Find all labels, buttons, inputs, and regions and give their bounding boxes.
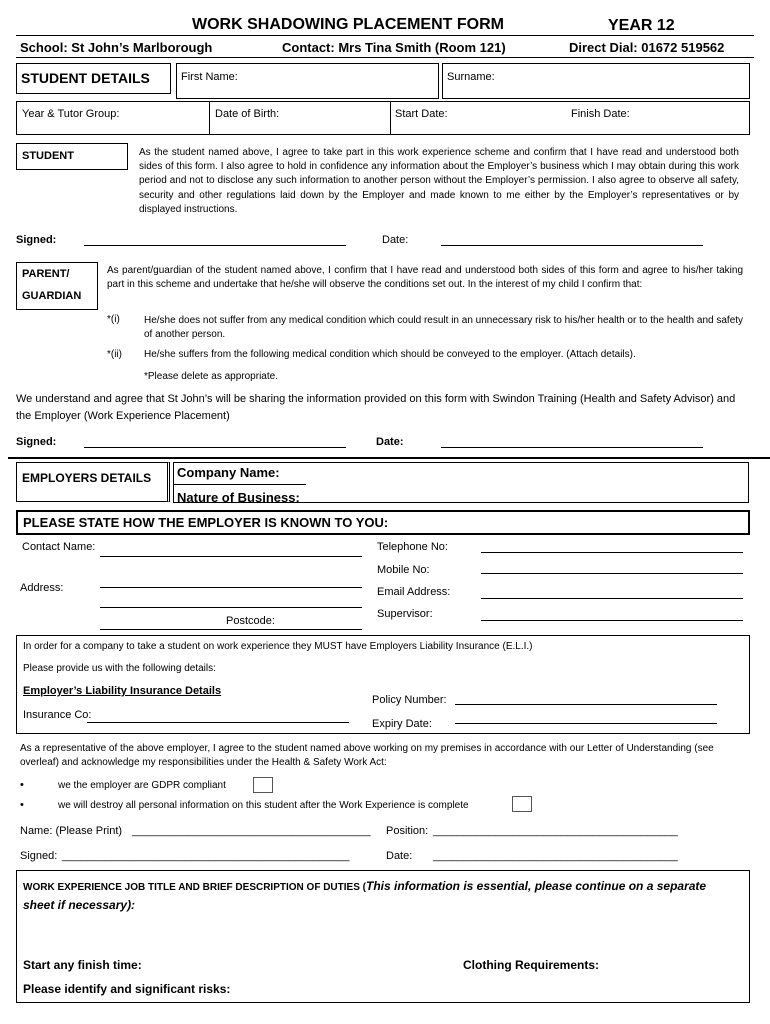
parent-signed-label: Signed: <box>16 436 57 448</box>
employer-signed-label: Signed: <box>20 850 58 862</box>
expiry-date-label: Expiry Date: <box>372 718 432 730</box>
company-name-label: Company Name: <box>177 465 280 480</box>
contact-person: Contact: Mrs Tina Smith (Room 121) <box>282 40 506 55</box>
insurance-co-label: Insurance Co: <box>23 709 92 721</box>
divider <box>390 102 391 134</box>
clothing-label: Clothing Requirements: <box>463 958 600 972</box>
supervisor-line[interactable] <box>481 620 743 621</box>
employer-known-box[interactable] <box>16 510 750 535</box>
address-label: Address: <box>20 582 64 594</box>
gdpr-checkbox[interactable] <box>253 777 273 793</box>
divider <box>174 484 306 485</box>
bullet-2-marker: • <box>20 799 24 811</box>
telephone-line[interactable] <box>481 552 743 553</box>
delete-note: *Please delete as appropriate. <box>144 371 278 382</box>
email-label: Email Address: <box>377 586 451 598</box>
job-title-italic: This information is essential, please continue on a separate sheet if necessary): <box>23 879 707 912</box>
year-label: YEAR 12 <box>608 17 675 34</box>
email-line[interactable] <box>481 598 743 599</box>
bullet-2-text: we will destroy all personal information on this student after the Work Experience is complete <box>58 800 469 811</box>
parent-label: PARENT/ <box>22 268 70 280</box>
policy-number-label: Policy Number: <box>372 694 447 706</box>
student-signed-label: Signed: <box>16 234 57 246</box>
postcode-label: Postcode: <box>226 615 275 627</box>
mobile-line[interactable] <box>481 573 743 574</box>
bullet-1-text: we the employer are GDPR compliant <box>58 780 226 791</box>
risks-label: Please identify and significant risks: <box>23 982 231 996</box>
student-details-heading-box <box>16 63 171 94</box>
insurance-heading: Employer’s Liability Insurance Details <box>23 685 222 697</box>
student-date-label: Date: <box>382 234 409 246</box>
surname-label: Surname: <box>447 71 495 83</box>
parent-date-line[interactable] <box>441 447 703 448</box>
item1-marker: *(i) <box>107 314 120 325</box>
job-title-text: WORK EXPERIENCE JOB TITLE AND BRIEF DESCRIPTION OF DUTIES ( <box>23 882 366 893</box>
start-date-label: Start Date: <box>395 108 448 120</box>
position-label: Position: <box>386 825 429 837</box>
item2-text: He/she suffers from the following medical condition which should be conveyed to the employer. (Attach details). <box>144 349 636 360</box>
divider <box>209 102 210 134</box>
employers-details-heading: EMPLOYERS DETAILS <box>22 471 152 485</box>
job-title-heading <box>23 877 738 914</box>
position-blank[interactable]: ________________________________________ <box>433 825 678 837</box>
nature-of-business-label: Nature of Business: <box>177 490 300 505</box>
item1-text: He/she does not suffer from any medical condition which could result in an unnecessary risk to his/her health or to the health and safety of another person. <box>144 315 744 341</box>
first-name-field[interactable] <box>176 63 439 99</box>
parent-signature-line[interactable] <box>84 447 346 448</box>
parent-date-label: Date: <box>376 436 404 448</box>
mobile-label: Mobile No: <box>377 564 430 576</box>
parent-consent-text: As parent/guardian of the student named above, I confirm that I have read and understood both sides of this form and agree to his/her taking part in this scheme and undertake that he/she will observe the conditions set out. In the interest of my child I confirm that: <box>107 265 743 291</box>
contact-name-line[interactable] <box>100 556 362 557</box>
address-line-2[interactable] <box>100 607 362 608</box>
sharing-text: We understand and agree that St John’s will be sharing the information provided on this form with Swindon Training (Health and Safety Advisor) and the Employer (Work Experience Placement) <box>16 393 736 422</box>
header-rule <box>16 35 754 36</box>
insurance-box <box>16 635 750 734</box>
item2-marker: *(ii) <box>107 349 122 360</box>
start-finish-label: Start any finish time: <box>23 958 142 972</box>
employer-known-heading: PLEASE STATE HOW THE EMPLOYER IS KNOWN TO YOU: <box>23 515 389 530</box>
student-date-line[interactable] <box>441 245 703 246</box>
address-line-1[interactable] <box>100 587 362 588</box>
employer-date-label: Date: <box>386 850 413 862</box>
contact-name-label: Contact Name: <box>22 541 96 553</box>
employer-agreement-text: As a representative of the above employer, I agree to the student named above working on my premises in accordance with our Letter of Understanding (see overleaf) and acknowledge my responsibilities under the Health & Safety Work Act: <box>20 743 714 769</box>
postcode-line[interactable] <box>100 629 362 630</box>
parent-label-box <box>16 262 98 310</box>
school-name: School: St John’s Marlborough <box>20 40 213 55</box>
guardian-label: GUARDIAN <box>22 290 82 302</box>
surname-field[interactable] <box>442 63 750 99</box>
insurance-notice: In order for a company to take a student on work experience they MUST have Employers Liability Insurance (E.L.I.) <box>23 641 533 652</box>
dob-label: Date of Birth: <box>215 108 280 120</box>
employer-date-blank[interactable]: ________________________________________ <box>433 850 678 862</box>
supervisor-label: Supervisor: <box>377 608 433 620</box>
direct-dial: Direct Dial: 01672 519562 <box>569 40 725 55</box>
first-name-label: First Name: <box>181 71 238 83</box>
employers-details-heading-box <box>16 462 170 502</box>
header-rule-2 <box>16 57 754 58</box>
finish-date-label: Finish Date: <box>571 108 630 120</box>
year-tutor-label: Year & Tutor Group: <box>22 108 120 120</box>
name-print-blank[interactable]: _______________________________________ <box>132 825 371 837</box>
telephone-label: Telephone No: <box>377 541 448 553</box>
form-title: WORK SHADOWING PLACEMENT FORM <box>192 16 504 33</box>
student-consent-text: As the student named above, I agree to take part in this work experience scheme and confirm that I have read and understood both sides of this form. I also agree to hold in confidence any information about the Employer’s business which I may obtain during this work period and not to disclose any such information to another person without the Employer’s permission. I also agree to observe all safety, security and other regulations laid down by the Employer and made known to me either by the Employer’s representatives or by displayed instructions. <box>139 147 739 215</box>
name-print-label: Name: (Please Print) <box>20 825 123 837</box>
student-info-row <box>16 101 750 135</box>
student-signature-line[interactable] <box>84 245 346 246</box>
student-label-box <box>16 143 128 170</box>
employer-signed-blank[interactable]: _______________________________________________ <box>62 850 350 862</box>
section-separator <box>8 457 770 459</box>
student-label: STUDENT <box>22 150 74 162</box>
job-description-box[interactable] <box>16 870 750 1003</box>
destroy-info-checkbox[interactable] <box>512 796 532 812</box>
student-details-heading: STUDENT DETAILS <box>21 70 150 86</box>
company-box[interactable] <box>173 462 749 503</box>
insurance-co-line[interactable] <box>87 722 349 723</box>
policy-number-line[interactable] <box>455 704 717 705</box>
bullet-1-marker: • <box>20 779 24 791</box>
expiry-date-line[interactable] <box>455 723 717 724</box>
insurance-provide: Please provide us with the following details: <box>23 663 216 674</box>
